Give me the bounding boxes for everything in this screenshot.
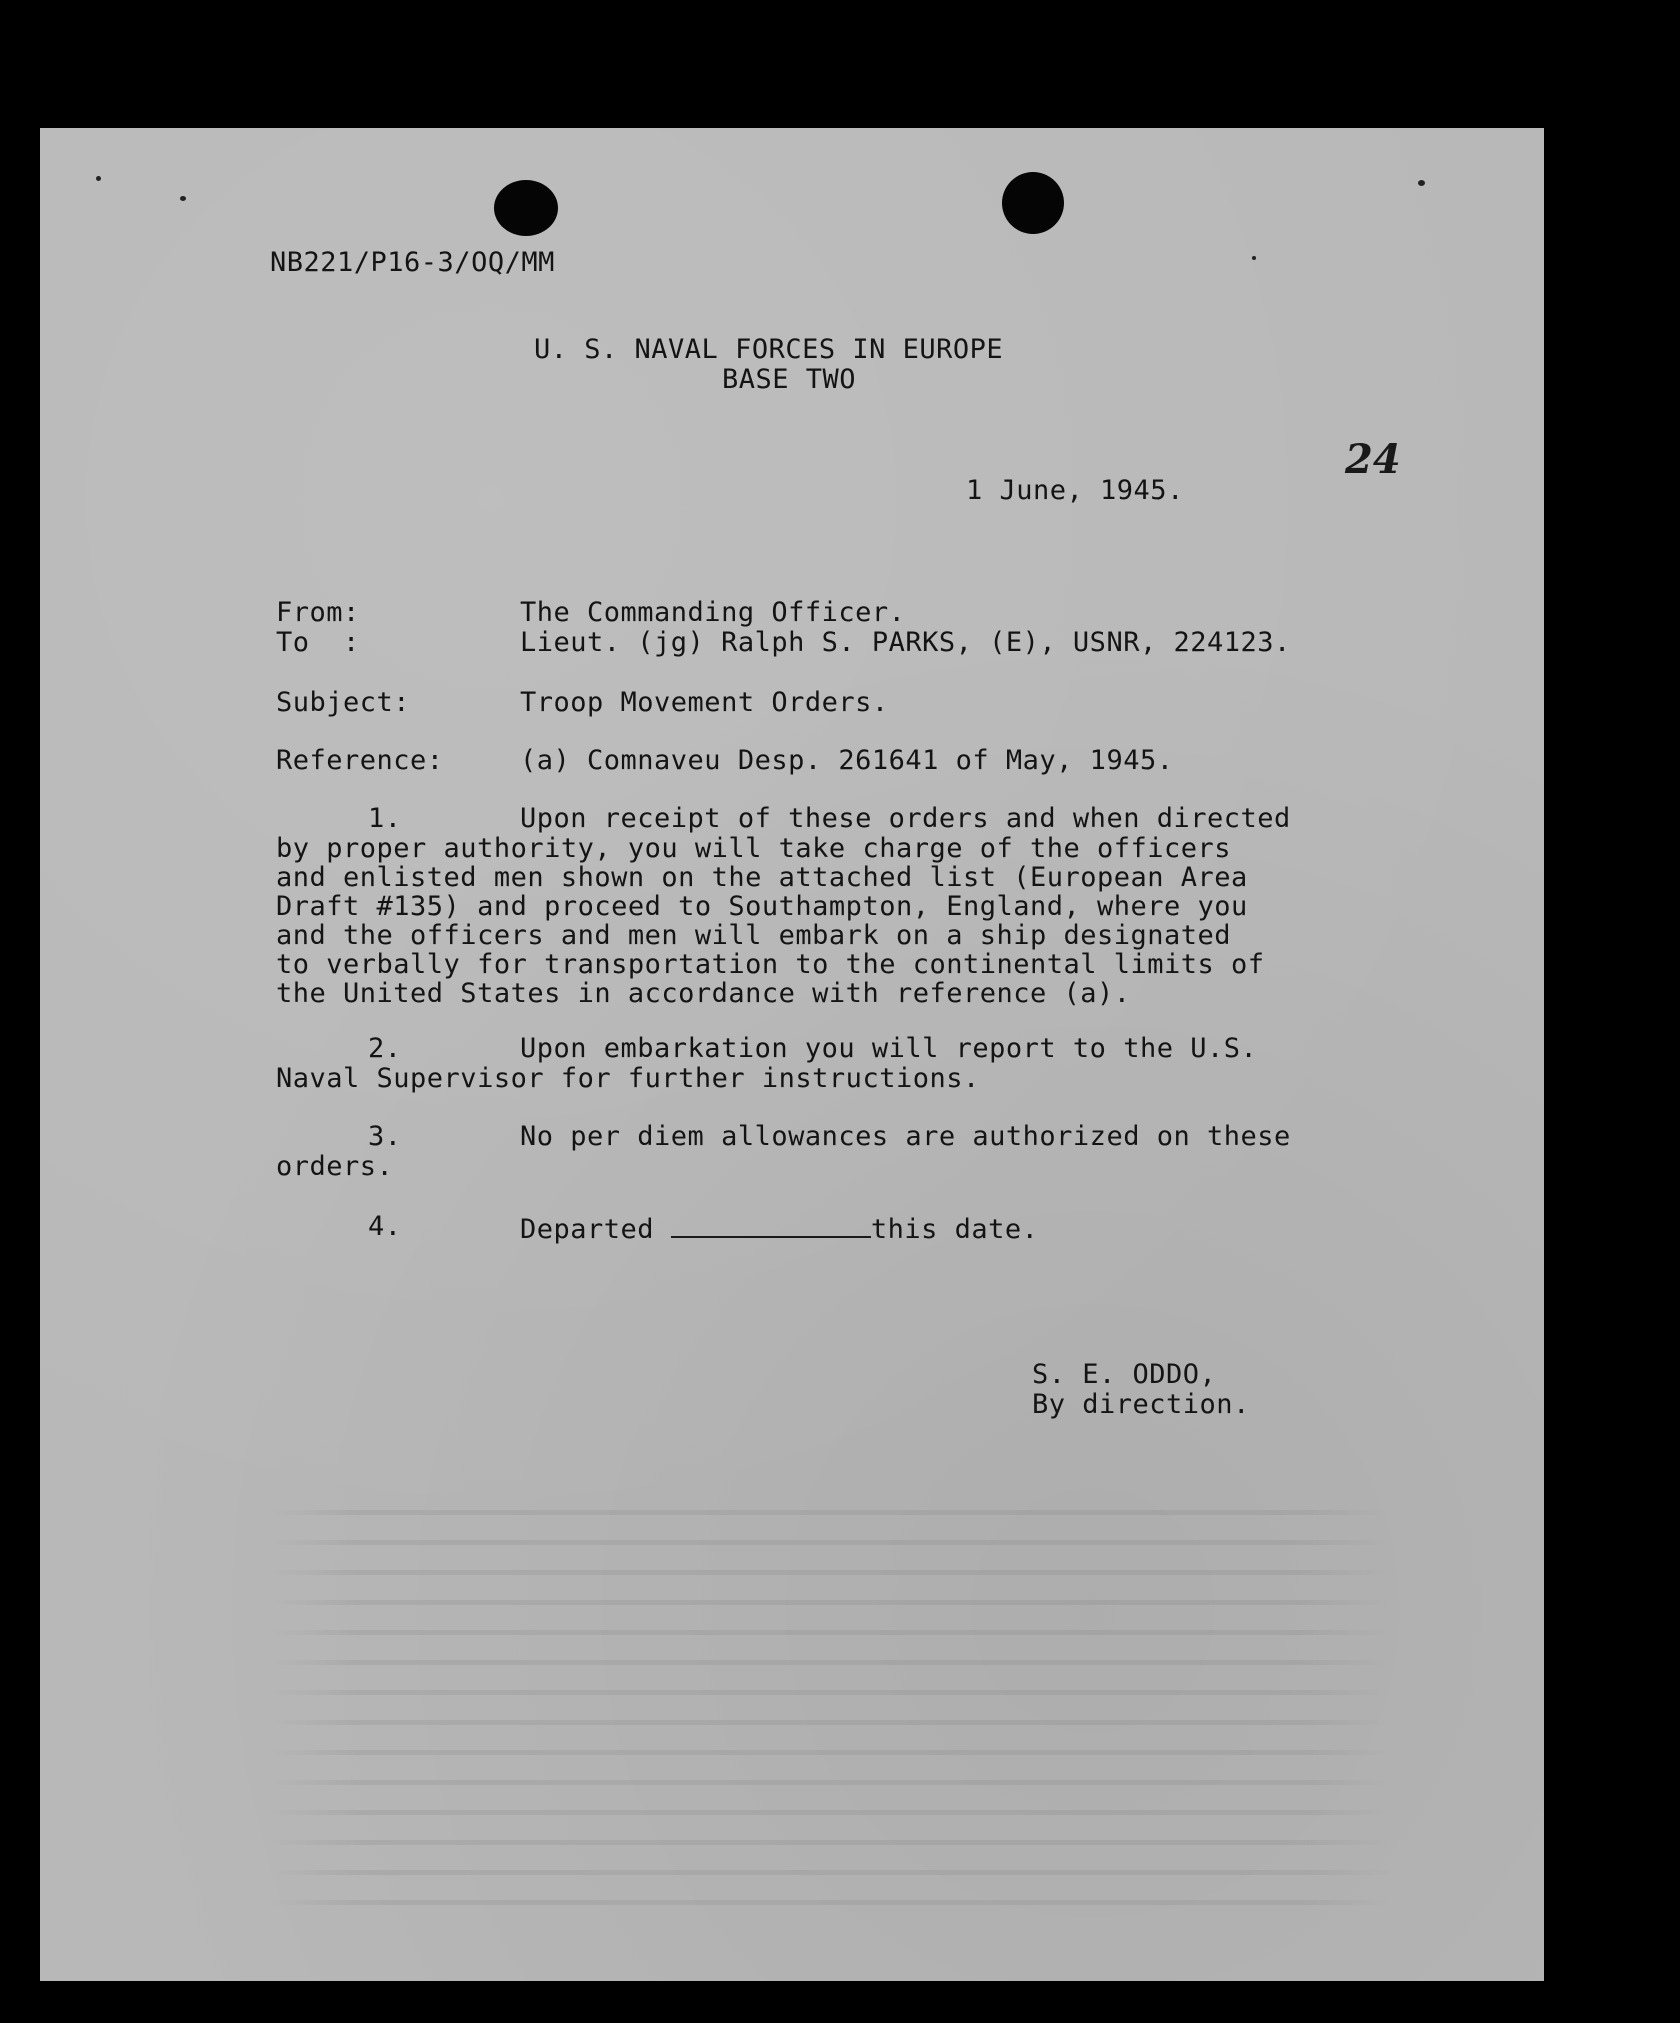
paragraph-1-number: 1. [368, 803, 402, 834]
paragraph-3-number: 3. [368, 1121, 402, 1152]
paragraph-1-line: to verbally for transportation to the continental limits of [276, 949, 1265, 980]
paragraph-1-line: and the officers and men will embark on a ship designated [276, 920, 1232, 951]
paragraph-1-line: Draft #135) and proceed to Southampton, England, where you [276, 891, 1248, 922]
reference-value: (a) Comnaveu Desp. 261641 of May, 1945. [520, 745, 1174, 776]
paragraph-4-line [520, 1212, 1038, 1245]
paragraph-3-line: No per diem allowances are authorized on these [520, 1121, 1291, 1152]
subject-value: Troop Movement Orders. [520, 687, 889, 718]
paragraph-2-number: 2. [368, 1033, 402, 1064]
document-page [40, 128, 1544, 1981]
paragraph-2-line: Naval Supervisor for further instructions. [276, 1063, 980, 1094]
paragraph-3-line: orders. [276, 1151, 394, 1182]
punch-hole-left [494, 180, 558, 236]
paragraph-1-line: the United States in accordance with reference (a). [276, 978, 1131, 1009]
to-value: Lieut. (jg) Ralph S. PARKS, (E), USNR, 224123. [520, 627, 1291, 658]
signature-title: By direction. [1032, 1389, 1250, 1420]
this-date-label: this date. [870, 1214, 1039, 1245]
page-number: 24 [1345, 436, 1401, 483]
ink-speck [96, 176, 101, 181]
to-label: To : [276, 627, 360, 658]
from-label: From: [276, 597, 360, 628]
paragraph-4-number: 4. [368, 1211, 402, 1242]
signature-name: S. E. ODDO, [1032, 1359, 1217, 1390]
paragraph-1-line: and enlisted men shown on the attached list (European Area [276, 862, 1248, 893]
document-date: 1 June, 1945. [966, 475, 1184, 506]
ink-speck [1418, 180, 1425, 186]
paragraph-2-line: Upon embarkation you will report to the U.S. [520, 1033, 1258, 1064]
departure-date-blank [671, 1212, 871, 1238]
paragraph-1-line: Upon receipt of these orders and when directed [520, 803, 1291, 834]
ink-speck [180, 196, 186, 201]
reference-label: Reference: [276, 745, 444, 776]
ink-speck [1252, 256, 1256, 260]
from-value: The Commanding Officer. [520, 597, 906, 628]
subject-label: Subject: [276, 687, 411, 718]
paragraph-1-line: by proper authority, you will take charge of the officers [276, 833, 1232, 864]
departed-label: Departed [520, 1214, 671, 1245]
header-organization: U. S. NAVAL FORCES IN EUROPE [534, 334, 1004, 365]
file-reference: NB221/P16-3/OQ/MM [270, 247, 555, 278]
header-base: BASE TWO [722, 364, 857, 395]
punch-hole-right [1002, 172, 1064, 234]
bleed-through-text [270, 1488, 1390, 1908]
